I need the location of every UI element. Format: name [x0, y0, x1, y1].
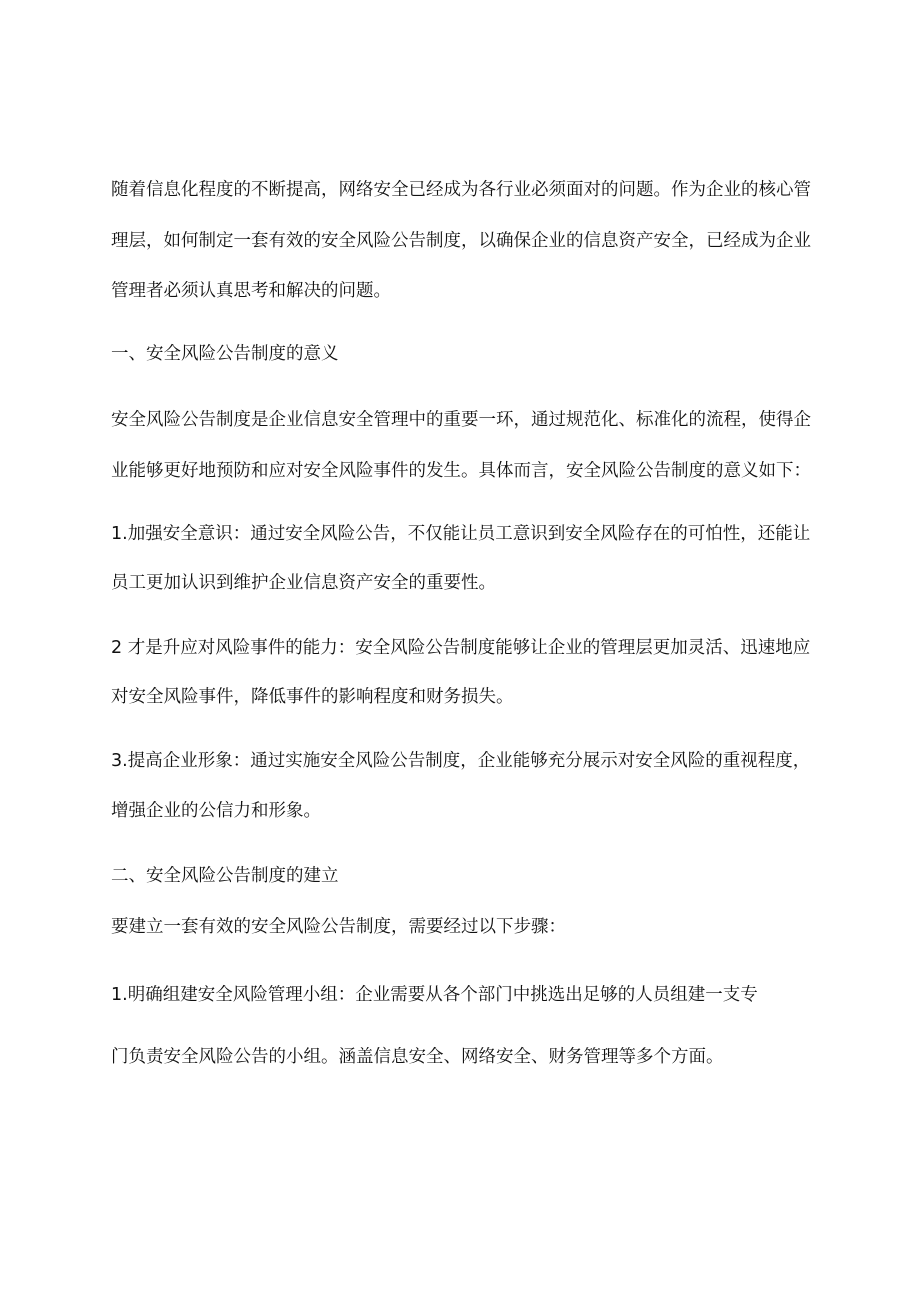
point-2-line-2: 对安全风险事件，降低事件的影响程度和财务损失。	[111, 687, 514, 707]
point-2-line-1: 2 才是升应对风险事件的能力：安全风险公告制度能够让企业的管理层更加灵活、迅速地应	[111, 638, 811, 658]
point-3-line-1: 3.提高企业形象：通过实施安全风险公告制度，企业能够充分展示对安全风险的重视程度，	[111, 751, 811, 771]
section-1-heading: 一、安全风险公告制度的意义	[111, 344, 339, 364]
point-1-line-2: 员工更加认识到维护企业信息资产安全的重要性。	[111, 573, 496, 593]
intro-line-1: 随着信息化程度的不断提高，网络安全已经成为各行业必须面对的问题。作为企业的核心管	[111, 180, 811, 200]
step-1-line-1: 1.明确组建安全风险管理小组：企业需要从各个部门中挑选出足够的人员组建一支专	[111, 985, 758, 1005]
section-2-heading: 二、安全风险公告制度的建立	[111, 866, 339, 886]
section-1-intro-line-2: 业能够更好地预防和应对安全风险事件的发生。具体而言，安全风险公告制度的意义如下：	[111, 461, 811, 481]
point-1-line-1: 1.加强安全意识：通过安全风险公告，不仅能让员工意识到安全风险存在的可怕性，还能让	[111, 524, 811, 544]
step-1-line-2: 门负责安全风险公告的小组。涵盖信息安全、网络安全、财务管理等多个方面。	[111, 1047, 724, 1067]
intro-line-3: 管理者必须认真思考和解决的问题。	[111, 281, 391, 301]
intro-line-2: 理层，如何制定一套有效的安全风险公告制度，以确保企业的信息资产安全，已经成为企业	[111, 231, 811, 251]
point-3-line-2: 增强企业的公信力和形象。	[111, 801, 321, 821]
section-1-intro-line-1: 安全风险公告制度是企业信息安全管理中的重要一环，通过规范化、标准化的流程，使得企	[111, 410, 811, 430]
section-2-intro: 要建立一套有效的安全风险公告制度，需要经过以下步骤：	[111, 917, 566, 937]
